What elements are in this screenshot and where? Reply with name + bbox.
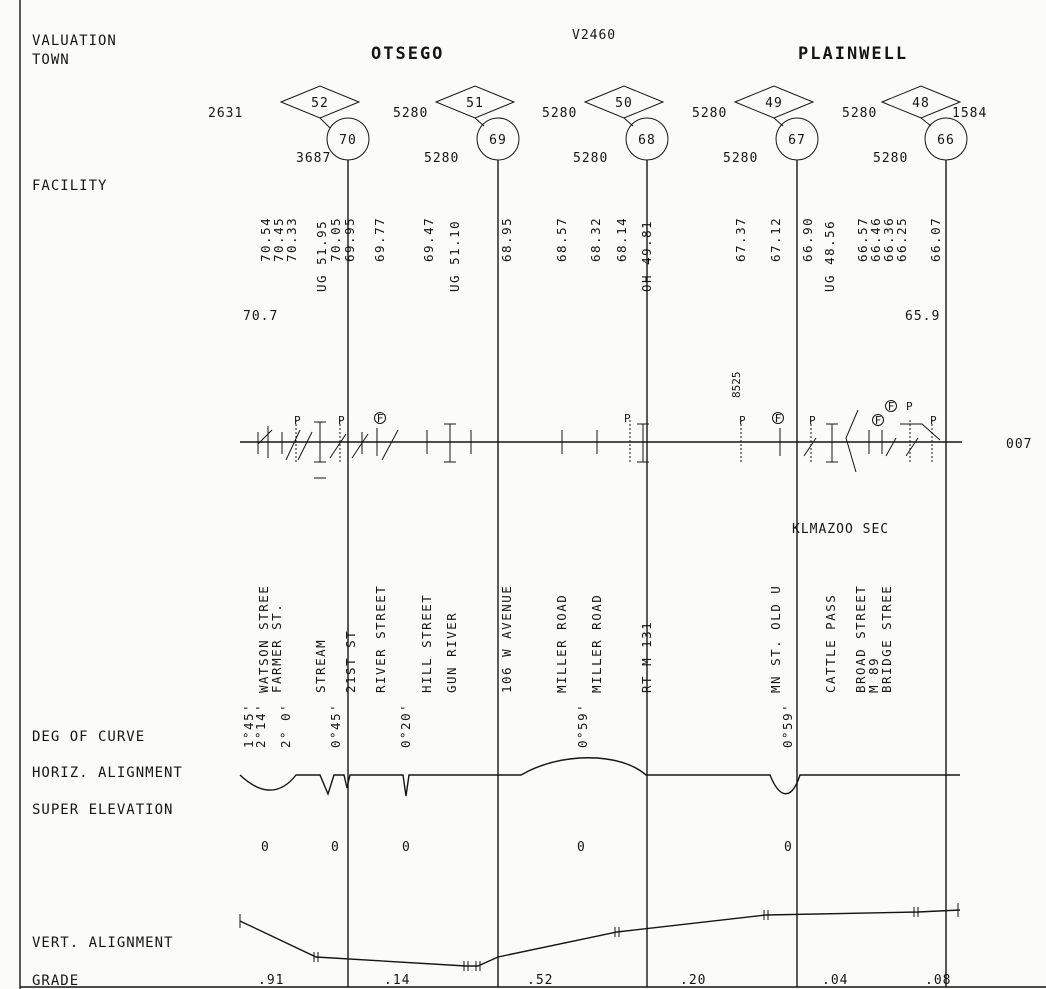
deg-of-curve-label: DEG OF CURVE — [32, 729, 146, 745]
grade-value: .08 — [925, 973, 952, 988]
facility-milepost: 66.46 — [868, 216, 883, 262]
curve-degree: 2°14' — [253, 702, 268, 748]
curve-degrees — [241, 703, 795, 748]
valuation-section-number: 50 — [615, 96, 633, 111]
facility-milepost: 66.57 — [855, 216, 870, 262]
station-length-upper: 5280 — [393, 106, 429, 121]
p-marker: P — [930, 414, 937, 427]
crossing-name: CATTLE PASS — [823, 593, 838, 693]
valuation-code: V2460 — [572, 28, 617, 43]
station-length-lower: 5280 — [723, 151, 759, 166]
crossing-markers — [294, 400, 937, 427]
facility-milepost: 70.33 — [284, 216, 299, 262]
facility-milepost: 68.57 — [554, 216, 569, 262]
facility-milepost: UG 48.56 — [822, 219, 837, 292]
facility-milepost: UG 51.95 — [314, 219, 329, 292]
track-schematic — [240, 372, 1032, 479]
super-elevation-value: 0 — [577, 840, 586, 855]
grade-value: .04 — [822, 973, 849, 988]
facility-milepost: 68.14 — [614, 216, 629, 262]
curve-degree: 0°45' — [328, 702, 343, 748]
crossing-name: STREAM — [313, 638, 328, 693]
bridge-brackets — [314, 422, 838, 478]
curve-degree: 1°45' — [241, 702, 256, 748]
crossing-name: GUN RIVER — [444, 611, 459, 693]
marker-leader — [624, 118, 633, 126]
start-milepost: 70.7 — [243, 309, 279, 324]
curve-degree: 0°59' — [780, 702, 795, 748]
crossing-diagonals — [258, 410, 940, 472]
crossing-name: RT M 131 — [639, 620, 654, 693]
super-elevation-value: 0 — [402, 840, 411, 855]
facility-milepost: 70.05 — [328, 216, 343, 262]
valuation-section-number: 49 — [765, 96, 783, 111]
crossing-dotted-lines — [296, 420, 932, 462]
marker-leader — [921, 118, 931, 126]
marker-leader — [475, 118, 484, 126]
marker-leader — [320, 118, 330, 128]
super-elevation-value: 0 — [331, 840, 340, 855]
valuation-section-number: 48 — [912, 96, 930, 111]
crossing-name: MN ST. OLD U — [768, 584, 783, 693]
facility-milepost: 70.45 — [271, 216, 286, 262]
station-length-end: 1584 — [952, 106, 988, 121]
p-marker: P — [809, 414, 816, 427]
crossing-name: 106 W AVENUE — [499, 584, 514, 693]
station-length-upper: 5280 — [842, 106, 878, 121]
station-length-upper: 5280 — [692, 106, 728, 121]
station-length-lower: 3687 — [296, 151, 332, 166]
facility-milepost: 70.54 — [258, 216, 273, 262]
p-marker: P — [739, 414, 746, 427]
facility-milepost: 66.36 — [881, 216, 896, 262]
marker-leader — [774, 118, 783, 126]
super-elevation-values — [261, 840, 793, 855]
crossing-name: M 89 — [866, 656, 881, 693]
town-name-otsego: OTSEGO — [371, 44, 445, 64]
curve-degree: 2° 0' — [278, 702, 293, 748]
crossing-name: BROAD STREET — [853, 584, 868, 693]
crossing-name: MILLER ROAD — [589, 593, 604, 693]
end-milepost: 65.9 — [905, 309, 941, 324]
facility-label: FACILITY — [32, 178, 108, 194]
curve-degree: 0°20' — [398, 702, 413, 748]
p-marker: P — [624, 412, 631, 425]
station-length-lower: 5280 — [573, 151, 609, 166]
facility-milepost: UG 51.10 — [447, 219, 462, 292]
grade-value: .91 — [258, 973, 285, 988]
grade-value: .14 — [384, 973, 411, 988]
f-marker: F — [887, 400, 895, 413]
signal-code: 8525 — [730, 371, 743, 398]
station-length-upper: 2631 — [208, 106, 244, 121]
facility-milepost: 68.32 — [588, 216, 603, 262]
crossing-name: HILL STREET — [419, 593, 434, 693]
super-elevation-label: SUPER ELEVATION — [32, 802, 174, 818]
facility-mileposts — [258, 217, 943, 292]
valuation-station-number: 67 — [788, 133, 806, 148]
station-length-upper: 5280 — [542, 106, 578, 121]
grade-values — [258, 973, 951, 988]
station-length-lower: 5280 — [873, 151, 909, 166]
facility-milepost: 68.95 — [499, 216, 514, 262]
crossing-name: MILLER ROAD — [554, 593, 569, 693]
valuation-station-number: 66 — [937, 133, 955, 148]
curve-degree: 0°59' — [575, 702, 590, 748]
valuation-station-number: 68 — [638, 133, 656, 148]
crossing-name: BRIDGE STREE — [879, 584, 894, 693]
facility-milepost: 69.77 — [372, 216, 387, 262]
valuation-station-markers — [208, 86, 987, 166]
f-marker: F — [376, 412, 384, 425]
grade-value: .52 — [527, 973, 554, 988]
vert-alignment-label: VERT. ALIGNMENT — [32, 935, 174, 951]
valuation-station-number: 70 — [339, 133, 357, 148]
facility-milepost: 69.95 — [342, 216, 357, 262]
valuation-section-number: 52 — [311, 96, 329, 111]
grade-value: .20 — [680, 973, 707, 988]
town-label: TOWN — [32, 52, 70, 68]
p-marker: P — [906, 400, 913, 413]
crossing-name: RIVER STREET — [373, 584, 388, 693]
crossing-names — [256, 585, 894, 693]
grade-label: GRADE — [32, 973, 80, 989]
horiz-alignment-label: HORIZ. ALIGNMENT — [32, 765, 183, 781]
section-label: KLMAZOO SEC — [792, 522, 890, 537]
facility-milepost: 69.47 — [421, 216, 436, 262]
station-length-lower: 5280 — [424, 151, 460, 166]
facility-milepost: 66.90 — [800, 216, 815, 262]
valuation-section-number: 51 — [466, 96, 484, 111]
super-elevation-value: 0 — [784, 840, 793, 855]
crossing-name: WATSON STREE — [256, 584, 271, 693]
crossing-name: FARMER ST. — [269, 602, 284, 693]
super-elevation-value: 0 — [261, 840, 270, 855]
facility-milepost: 66.25 — [894, 216, 909, 262]
p-marker: P — [294, 414, 301, 427]
f-marker: F — [774, 412, 782, 425]
crossing-name: 21ST ST — [343, 629, 358, 693]
town-name-plainwell: PLAINWELL — [798, 44, 909, 64]
p-marker: P — [338, 414, 345, 427]
facility-milepost: 67.37 — [733, 216, 748, 262]
f-marker: F — [874, 414, 882, 427]
valuation-station-number: 69 — [489, 133, 507, 148]
line-code: 007 — [1006, 437, 1033, 452]
facility-milepost: OH 49.81 — [639, 219, 654, 292]
facility-milepost: 66.07 — [928, 216, 943, 262]
valuation-label: VALUATION — [32, 33, 117, 49]
facility-milepost: 67.12 — [768, 216, 783, 262]
